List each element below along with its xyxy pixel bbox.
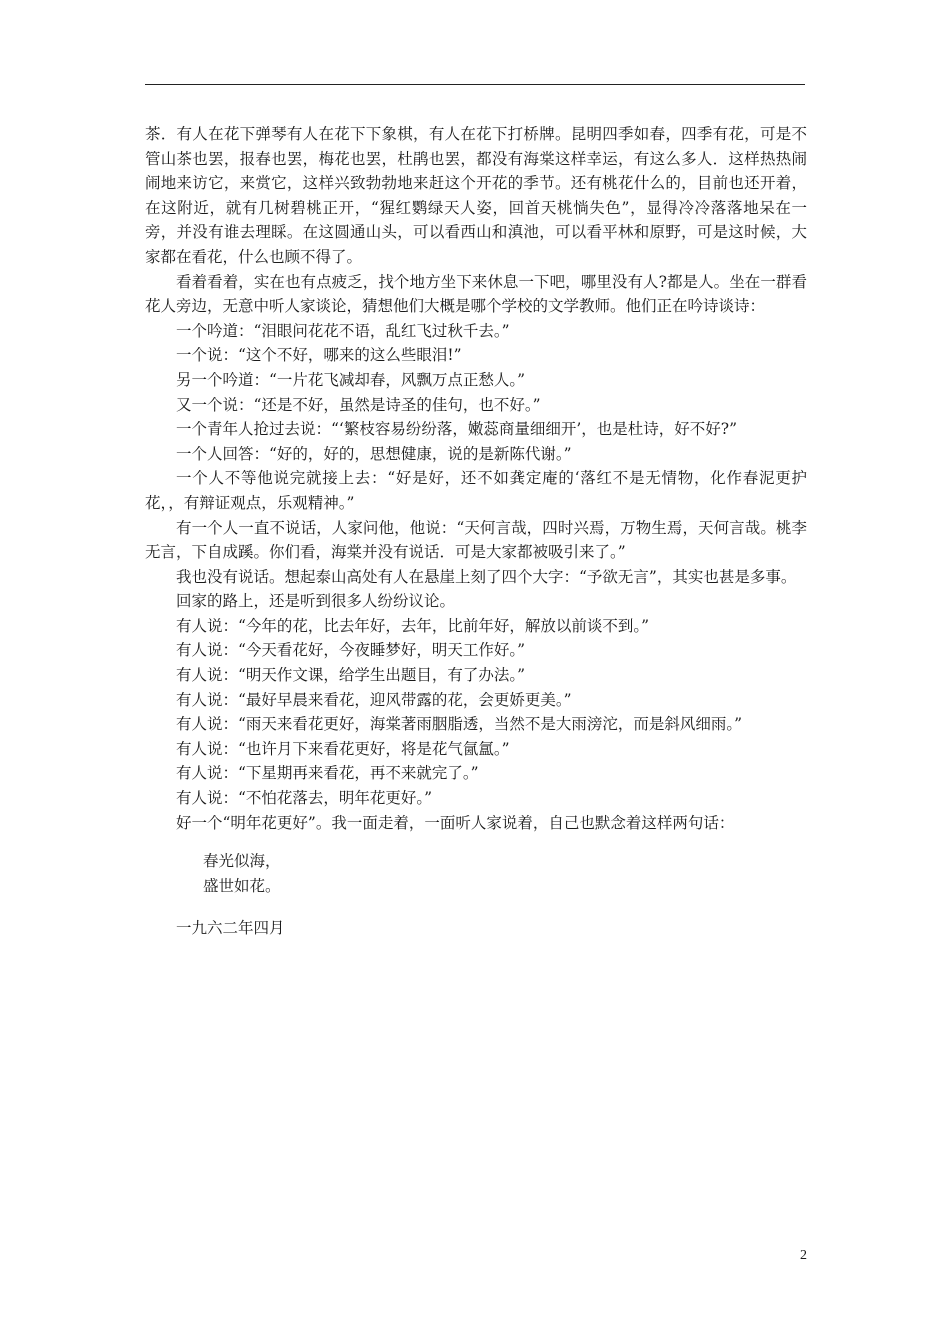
verse-line: 春光似海， — [203, 852, 281, 871]
paragraph: 有人说：“雨天来看花更好，海棠著雨胭脂透，当然不是大雨滂沱，而是斜风细雨。” — [176, 715, 743, 734]
header-rule — [145, 84, 805, 85]
paragraph: 有人说：“下星期再来看花，再不来就完了。” — [176, 764, 479, 783]
paragraph: 回家的路上，还是听到很多人纷纷议论。 — [176, 592, 456, 611]
verse-line: 盛世如花。 — [203, 876, 281, 895]
paragraph: 我也没有说话。想起泰山高处有人在悬崖上刻了四个大字：“予欲无言”，其实也甚是多事。 — [176, 567, 797, 586]
paragraph: 有人说：“明天作文课，给学生出题目，有了办法。” — [176, 666, 526, 685]
paragraph: 一个人回答：“好的，好的，思想健康，说的是新陈代谢。” — [176, 444, 572, 463]
paragraph: 一个说：“这个不好，哪来的这么些眼泪!” — [176, 346, 462, 365]
paragraph: 有人说：“也许月下来看花更好，将是花气氤氲。” — [176, 739, 510, 758]
paragraph: 一个青年人抢过去说：“‘繁枝容易纷纷落，嫩蕊商量细细开’，也是杜诗，好不好?” — [176, 420, 738, 439]
paragraph: 又一个说：“还是不好，虽然是诗圣的佳句，也不好。” — [176, 395, 541, 414]
verse-block — [145, 849, 807, 898]
paragraph: 有人说：“不怕花落去，明年花更好。” — [176, 789, 433, 808]
document-body — [145, 122, 807, 941]
paragraph: 茶．有人在花下弹琴有人在花下下象棋，有人在花下打桥牌。昆明四季如春，四季有花，可是不管山茶也罢，报春也罢，梅花也罢，杜鹃也罢，都没有海棠这样幸运，有这么多人．这样热热闹闹地来访它，来赏它，这样兴致勃勃地来赶这个开花的季节。还有桃花什么的，目前也还开着，在这附近，就有几树碧桃正开，“猩红鹦绿天人姿，回首天桃惝失色”，显得冷冷落落地呆在一旁，并没有谁去理睬。在这圆通山头，可以看西山和滇池，可以看平林和原野，可是这时候，大家都在看花，什么也顾不得了。 — [145, 125, 807, 266]
page-number: 2 — [800, 1248, 807, 1263]
paragraph: 好一个“明年花更好”。我一面走着，一面听人家说着，自己也默念着这样两句话： — [176, 813, 735, 832]
paragraph: 有人说：“今天看花好，今夜睡梦好，明天工作好。” — [176, 641, 526, 660]
paragraph: 看着看着，实在也有点疲乏，找个地方坐下来休息一下吧，哪里没有人?都是人。坐在一群看花人旁边，无意中听人家谈论，猜想他们大概是哪个学校的文学教师。他们正在吟诗谈诗： — [145, 272, 807, 316]
paragraph: 有人说：“今年的花，比去年好，去年，比前年好，解放以前谈不到。” — [176, 616, 650, 635]
paragraph: 一个人不等他说完就接上去：“好是好，还不如龚定庵的‘落红不是无情物，化作春泥更护花，，有辩证观点，乐观精神。” — [145, 469, 807, 512]
paragraph: 另一个吟道：“一片花飞减却春，风飘万点正愁人。” — [176, 370, 526, 389]
paragraph: 有人说：“最好早晨来看花，迎风带露的花，会更娇更美。” — [176, 690, 572, 709]
paragraph: 有一个人一直不说话，人家问他，他说：“天何言哉，四时兴焉，万物生焉，天何言哉。桃李无言，下自成蹊。你们看，海棠并没有说话．可是大家都被吸引来了。” — [145, 518, 807, 562]
date-line: 一九六二年四月 — [176, 919, 285, 938]
paragraph: 一个吟道：“泪眼问花花不语，乱红飞过秋千去。” — [176, 321, 510, 340]
